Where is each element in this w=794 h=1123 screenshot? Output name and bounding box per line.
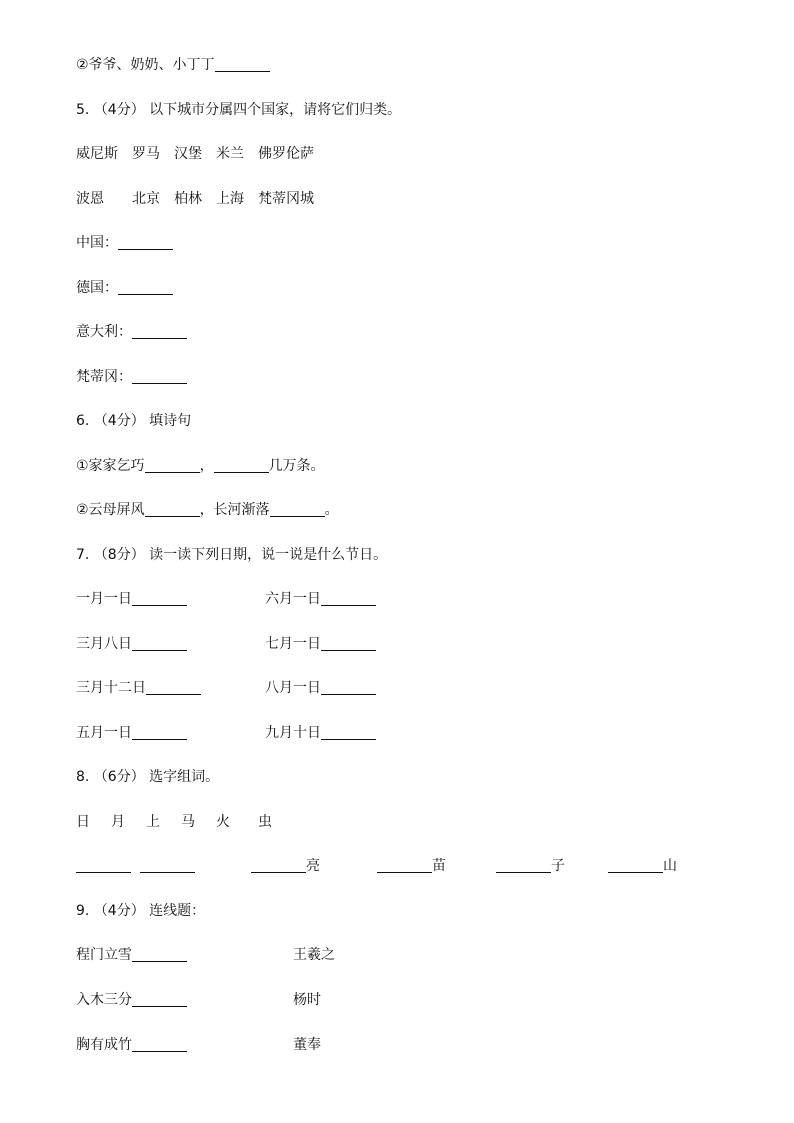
country-label: 中国： xyxy=(76,235,118,251)
answer-blank[interactable] xyxy=(321,636,376,651)
city-word: 罗马 xyxy=(132,146,160,162)
q4-item2-text: ②爷爷、奶奶、小丁丁 xyxy=(76,57,215,73)
answer-blank[interactable] xyxy=(132,324,187,339)
city-word: 柏林 xyxy=(174,191,202,207)
idiom-label: 入木三分 xyxy=(76,992,132,1008)
answer-blank[interactable] xyxy=(132,725,187,740)
answer-blank[interactable] xyxy=(132,992,187,1007)
q9-person: 杨时 xyxy=(293,992,321,1008)
q8-word xyxy=(140,856,195,876)
country-label: 德国： xyxy=(76,280,118,296)
poem-text: ②云母屏风 xyxy=(76,502,145,518)
date-label: 七月一日 xyxy=(265,636,321,652)
poem-text: ①家家乞巧 xyxy=(76,458,145,474)
answer-blank[interactable] xyxy=(215,57,270,72)
word-suffix: 亮 xyxy=(306,858,320,874)
q8-header: 8. （6分） 选字组词。 xyxy=(76,769,220,785)
poem-text: ， xyxy=(199,458,214,474)
q8-word xyxy=(377,856,446,876)
date-label: 三月八日 xyxy=(76,636,132,652)
q8-char: 火 xyxy=(216,814,230,830)
word-suffix: 子 xyxy=(551,858,565,874)
q8-char: 上 xyxy=(146,814,160,830)
answer-blank[interactable] xyxy=(321,591,376,606)
word-suffix: 山 xyxy=(663,858,677,874)
q7-date-right xyxy=(265,678,376,698)
poem-text: 。 xyxy=(324,502,339,518)
q9-person: 王羲之 xyxy=(293,947,335,963)
answer-blank[interactable] xyxy=(496,858,551,873)
q7-date-right xyxy=(265,723,376,743)
q7-date-left xyxy=(76,678,201,698)
answer-blank[interactable] xyxy=(251,858,306,873)
q9-idiom xyxy=(76,945,187,965)
word-suffix: 苗 xyxy=(432,858,446,874)
answer-blank[interactable] xyxy=(321,725,376,740)
q5-country-vatican xyxy=(76,367,187,387)
q8-word xyxy=(76,856,131,876)
answer-blank[interactable] xyxy=(377,858,432,873)
answer-blank[interactable] xyxy=(118,235,173,250)
q9-header: 9. （4分） 连线题： xyxy=(76,903,206,919)
answer-blank[interactable] xyxy=(118,280,173,295)
country-label: 意大利： xyxy=(76,324,132,340)
date-label: 九月十日 xyxy=(265,725,321,741)
country-label: 梵蒂冈： xyxy=(76,369,132,385)
answer-blank[interactable] xyxy=(132,369,187,384)
answer-blank[interactable] xyxy=(132,591,187,606)
city-word: 威尼斯 xyxy=(76,146,118,162)
answer-blank[interactable] xyxy=(145,502,200,517)
q5-country-china xyxy=(76,233,173,253)
date-label: 三月十二日 xyxy=(76,680,146,696)
answer-blank[interactable] xyxy=(132,636,187,651)
q8-char: 马 xyxy=(181,814,195,830)
q9-idiom xyxy=(76,990,187,1010)
date-label: 五月一日 xyxy=(76,725,132,741)
q5-city-row-1 xyxy=(76,144,314,164)
poem-text: ，长河渐落 xyxy=(199,502,270,518)
answer-blank[interactable] xyxy=(608,858,663,873)
q8-word xyxy=(496,856,565,876)
q7-date-right xyxy=(265,589,376,609)
city-word: 北京 xyxy=(132,191,160,207)
q6-line-2 xyxy=(76,500,339,520)
answer-blank[interactable] xyxy=(76,858,131,873)
idiom-label: 胸有成竹 xyxy=(76,1037,132,1053)
q5-country-germany xyxy=(76,278,173,298)
answer-blank[interactable] xyxy=(132,1037,187,1052)
q7-header: 7. （8分） 读一读下列日期，说一说是什么节日。 xyxy=(76,547,388,563)
q7-date-right xyxy=(265,634,376,654)
idiom-label: 程门立雪 xyxy=(76,947,132,963)
q7-date-left xyxy=(76,589,187,609)
answer-blank[interactable] xyxy=(214,458,269,473)
q5-city-row-2 xyxy=(76,189,314,209)
q8-word xyxy=(251,856,320,876)
q9-idiom xyxy=(76,1035,187,1055)
q4-item2 xyxy=(76,55,270,75)
answer-blank[interactable] xyxy=(140,858,195,873)
answer-blank[interactable] xyxy=(321,680,376,695)
answer-blank[interactable] xyxy=(132,947,187,962)
date-label: 八月一日 xyxy=(265,680,321,696)
q8-char: 日 xyxy=(76,814,90,830)
answer-blank[interactable] xyxy=(146,680,201,695)
date-label: 一月一日 xyxy=(76,591,132,607)
city-word: 汉堡 xyxy=(174,146,202,162)
q6-line-1 xyxy=(76,456,325,476)
q6-header: 6. （4分） 填诗句 xyxy=(76,413,192,429)
city-word: 米兰 xyxy=(216,146,244,162)
q5-header: 5. （4分） 以下城市分属四个国家，请将它们归类。 xyxy=(76,102,402,118)
q9-person: 董奉 xyxy=(293,1037,321,1053)
q8-char: 虫 xyxy=(258,814,272,830)
poem-text: 几万条。 xyxy=(268,458,325,474)
city-word: 上海 xyxy=(216,191,244,207)
city-word: 佛罗伦萨 xyxy=(258,146,314,162)
q7-date-left xyxy=(76,723,187,743)
q8-char: 月 xyxy=(111,814,125,830)
answer-blank[interactable] xyxy=(145,458,200,473)
q5-country-italy xyxy=(76,322,187,342)
answer-blank[interactable] xyxy=(270,502,325,517)
city-word: 波恩 xyxy=(76,191,104,207)
city-word: 梵蒂冈城 xyxy=(258,191,314,207)
q7-date-left xyxy=(76,634,187,654)
q8-word xyxy=(608,856,677,876)
date-label: 六月一日 xyxy=(265,591,321,607)
